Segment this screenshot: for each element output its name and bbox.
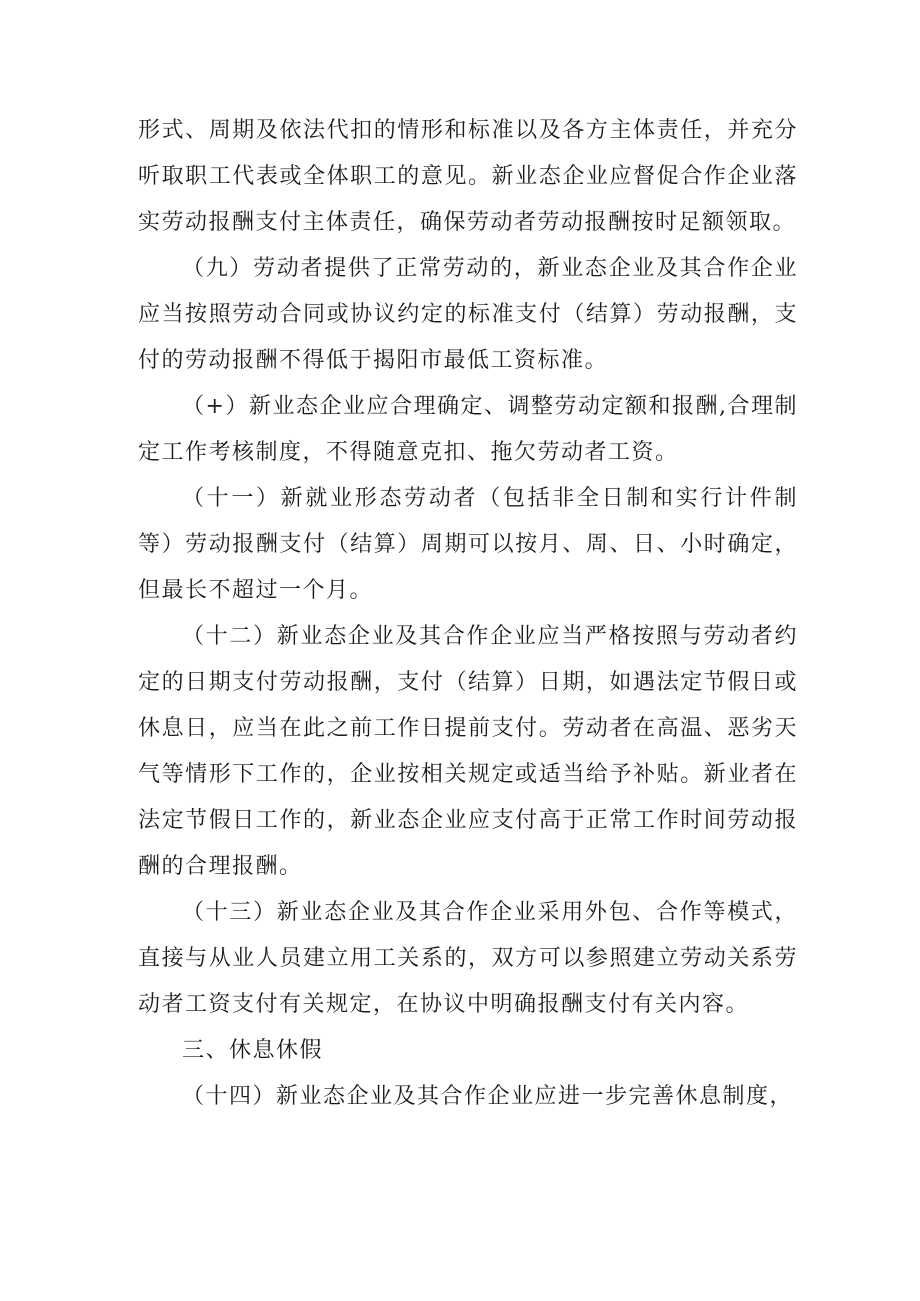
paragraph-item-9: （九）劳动者提供了正常劳动的，新业态企业及其合作企业应当按照劳动合同或协议约定的标准支付（结算）劳动报酬，支付的劳动报酬不得低于揭阳市最低工资标准。 [138, 256, 798, 373]
paragraph-continuation: 形式、周期及依法代扣的情形和标准以及各方主体责任，并充分听取职工代表或全体职工的意见。新业态企业应督促合作企业落实劳动报酬支付主体责任，确保劳动者劳动报酬按时足额领取。 [138, 118, 798, 235]
paragraph-item-14: （十四）新业态企业及其合作企业应进一步完善休息制度， [182, 1084, 794, 1109]
paragraph-item-12: （十二）新业态企业及其合作企业应当严格按照与劳动者约定的日期支付劳动报酬，支付（结算）日期，如遇法定节假日或休息日，应当在此之前工作日提前支付。劳动者在高温、恶劣天气等情形下工作的，企业按相关规定或适当给予补贴。新业者在法定节假日工作的，新业态企业应支付高于正常工作时间劳动报酬的合理报酬。 [138, 624, 798, 879]
paragraph-item-13: （十三）新业态企业及其合作企业采用外包、合作等模式，直接与从业人员建立用工关系的，双方可以参照建立劳动关系劳动者工资支付有关规定，在协议中明确报酬支付有关内容。 [138, 900, 798, 1017]
document-body [138, 108, 798, 1120]
paragraph-item-10: （+）新业态企业应合理确定、调整劳动定额和报酬,合理制定工作考核制度，不得随意克扣、拖欠劳动者工资。 [138, 394, 798, 465]
section-heading-rest-leave: 三、休息休假 [182, 1038, 324, 1063]
paragraph-item-11: （十一）新就业形态劳动者（包括非全日制和实行计件制等）劳动报酬支付（结算）周期可以按月、周、日、小时确定，但最长不超过一个月。 [138, 486, 798, 603]
